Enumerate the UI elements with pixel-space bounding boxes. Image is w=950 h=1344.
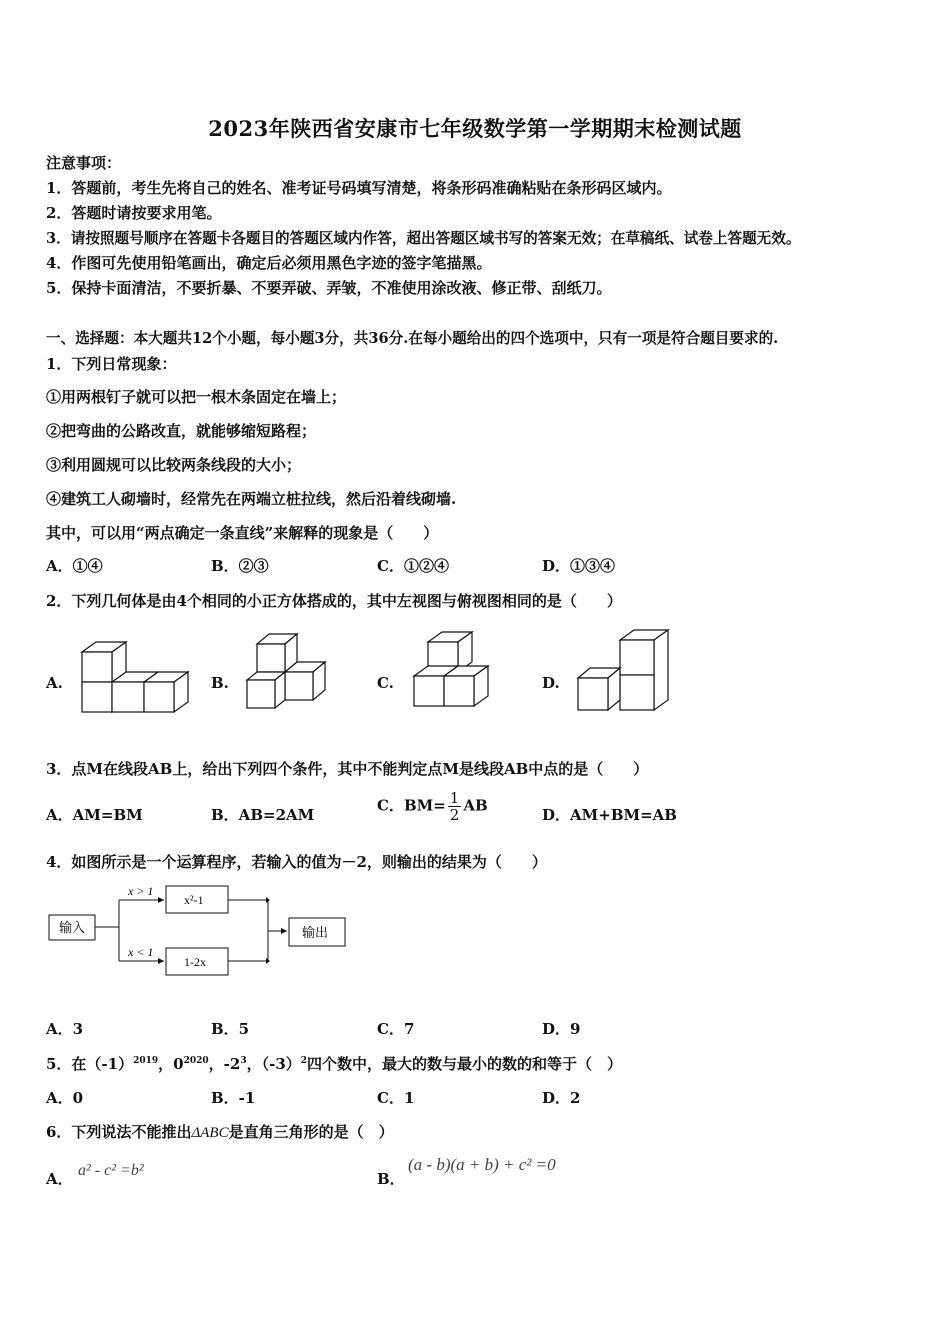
q3-option-b[interactable]: B．AB=2AM (211, 806, 315, 824)
q2-figure-a (78, 640, 198, 718)
q4-option-d[interactable]: D．9 (542, 1020, 581, 1038)
flow-cond-bottom: x < 1 (128, 945, 154, 959)
q1-item-1: ①用两根钉子就可以把一根木条固定在墙上； (46, 388, 347, 406)
q5-stem-part-4: ，（-3） (246, 1055, 301, 1073)
fraction-one-half (448, 790, 462, 823)
q5-option-c[interactable]: C．1 (377, 1089, 415, 1107)
q1-item-4: ④建筑工人砌墙时，经常先在两端立桩拉线，然后沿着线砌墙. (46, 490, 457, 508)
q4-option-a[interactable]: A．3 (46, 1020, 84, 1038)
q4-flowchart (46, 880, 356, 989)
notice-heading: 注意事项： (46, 154, 122, 172)
q6-option-a-label: A． (46, 1170, 73, 1188)
q1-option-b[interactable]: B．②③ (211, 557, 269, 575)
q2-figure-c (410, 628, 495, 713)
q3-option-d[interactable]: D．AM+BM=AB (542, 806, 677, 824)
q6-option-b-label: B． (377, 1170, 405, 1188)
notice-item-4: 4．作图可先使用铅笔画出，确定后必须用黑色字迹的签字笔描黑。 (46, 254, 492, 272)
q5-option-d[interactable]: D．2 (542, 1089, 581, 1107)
page-title: 2023年陕西省安康市七年级数学第一学期期末检测试题 (208, 116, 742, 141)
q2-stem: 2．下列几何体是由4个相同的小正方体搭成的，其中左视图与俯视图相同的是（ ） (46, 592, 622, 610)
flow-top-expr: x²-1 (184, 893, 204, 907)
q5-exp-1: 2019 (133, 1056, 159, 1066)
q5-option-b[interactable]: B．-1 (211, 1089, 256, 1107)
q2-label-d[interactable]: D. (542, 674, 560, 692)
q5-stem (46, 1053, 622, 1074)
q4-stem: 4．如图所示是一个运算程序，若输入的值为－2，则输出的结果为（ ） (46, 853, 547, 871)
q3-option-c-suffix: AB (463, 796, 488, 815)
q3-option-c-prefix: C．BM= (377, 796, 446, 815)
q6-option-b[interactable] (377, 1168, 405, 1189)
q3-option-c[interactable] (377, 790, 488, 823)
q6-stem-part-1: 6．下列说法不能推出 (46, 1123, 192, 1141)
fraction-numerator: 1 (449, 789, 460, 807)
q2-figure-d (574, 626, 674, 716)
q2-label-b[interactable]: B. (211, 674, 229, 692)
q2-label-c[interactable]: C. (377, 674, 394, 692)
q1-ask: 其中，可以用“两点确定一条直线”来解释的现象是（ ） (46, 524, 439, 542)
q2-figure-b (243, 630, 338, 715)
q5-exp-4: 2 (300, 1056, 308, 1066)
fraction-denominator: 2 (449, 806, 460, 824)
q1-item-3: ③利用圆规可以比较两条线段的大小； (46, 456, 302, 474)
q6-stem-part-2: 是直角三角形的是（ ） (228, 1123, 394, 1141)
flow-bottom-expr: 1-2x (184, 955, 206, 969)
q3-stem: 3．点M在线段AB上，给出下列四个条件，其中不能判定点M是线段AB中点的是（ ） (46, 760, 649, 778)
q6-option-a-math: a² - c² =b² (78, 1162, 144, 1179)
q5-exp-2: 2020 (183, 1056, 209, 1066)
q6-option-b-math: (a - b)(a + b) + c² =0 (408, 1155, 556, 1174)
flow-cond-top: x > 1 (128, 884, 154, 898)
q6-triangle-symbol: ΔABC (191, 1125, 229, 1141)
q5-option-a[interactable]: A．0 (46, 1089, 84, 1107)
q1-option-d[interactable]: D．①③④ (542, 557, 616, 575)
flow-output-label: 输出 (302, 925, 329, 940)
q5-stem-part-2: ，0 (158, 1055, 184, 1073)
q6-option-a[interactable] (46, 1168, 73, 1189)
q6-stem (46, 1121, 394, 1142)
q1-option-c[interactable]: C．①②④ (377, 557, 449, 575)
section-heading: 一、选择题：本大题共12个小题，每小题3分，共36分.在每小题给出的四个选项中，只有一项是符合题目要求的. (46, 330, 779, 347)
q4-option-b[interactable]: B．5 (211, 1020, 250, 1038)
notice-item-2: 2．答题时请按要求用笔。 (46, 204, 222, 222)
flow-input-label: 输入 (59, 920, 86, 935)
q3-option-a[interactable]: A．AM=BM (46, 806, 143, 824)
q1-option-a[interactable]: A．①④ (46, 557, 103, 575)
q5-stem-part-5: 四个数中，最大的数与最小的数的和等于（ ） (307, 1055, 623, 1073)
q5-exp-3: 3 (240, 1056, 247, 1066)
q2-label-a[interactable]: A. (46, 674, 63, 692)
notice-item-3: 3．请按照题号顺序在答题卡各题目的答题区域内作答，超出答题区域书写的答案无效；在草稿纸、试卷上答题无效。 (46, 230, 801, 247)
q4-option-c[interactable]: C．7 (377, 1020, 415, 1038)
notice-item-5: 5．保持卡面清洁，不要折暴、不要弄破、弄皱，不准使用涂改液、修正带、刮纸刀。 (46, 279, 612, 297)
q5-stem-part-3: ，-2 (208, 1055, 241, 1073)
q5-stem-part-1: 5．在（-1） (46, 1055, 134, 1073)
notice-item-1: 1．答题前，考生先将自己的姓名、准考证号码填写清楚，将条形码准确粘贴在条形码区域内。 (46, 179, 672, 197)
q1-stem: 1．下列日常现象： (46, 355, 177, 373)
q1-item-2: ②把弯曲的公路改直，就能够缩短路程； (46, 422, 317, 440)
